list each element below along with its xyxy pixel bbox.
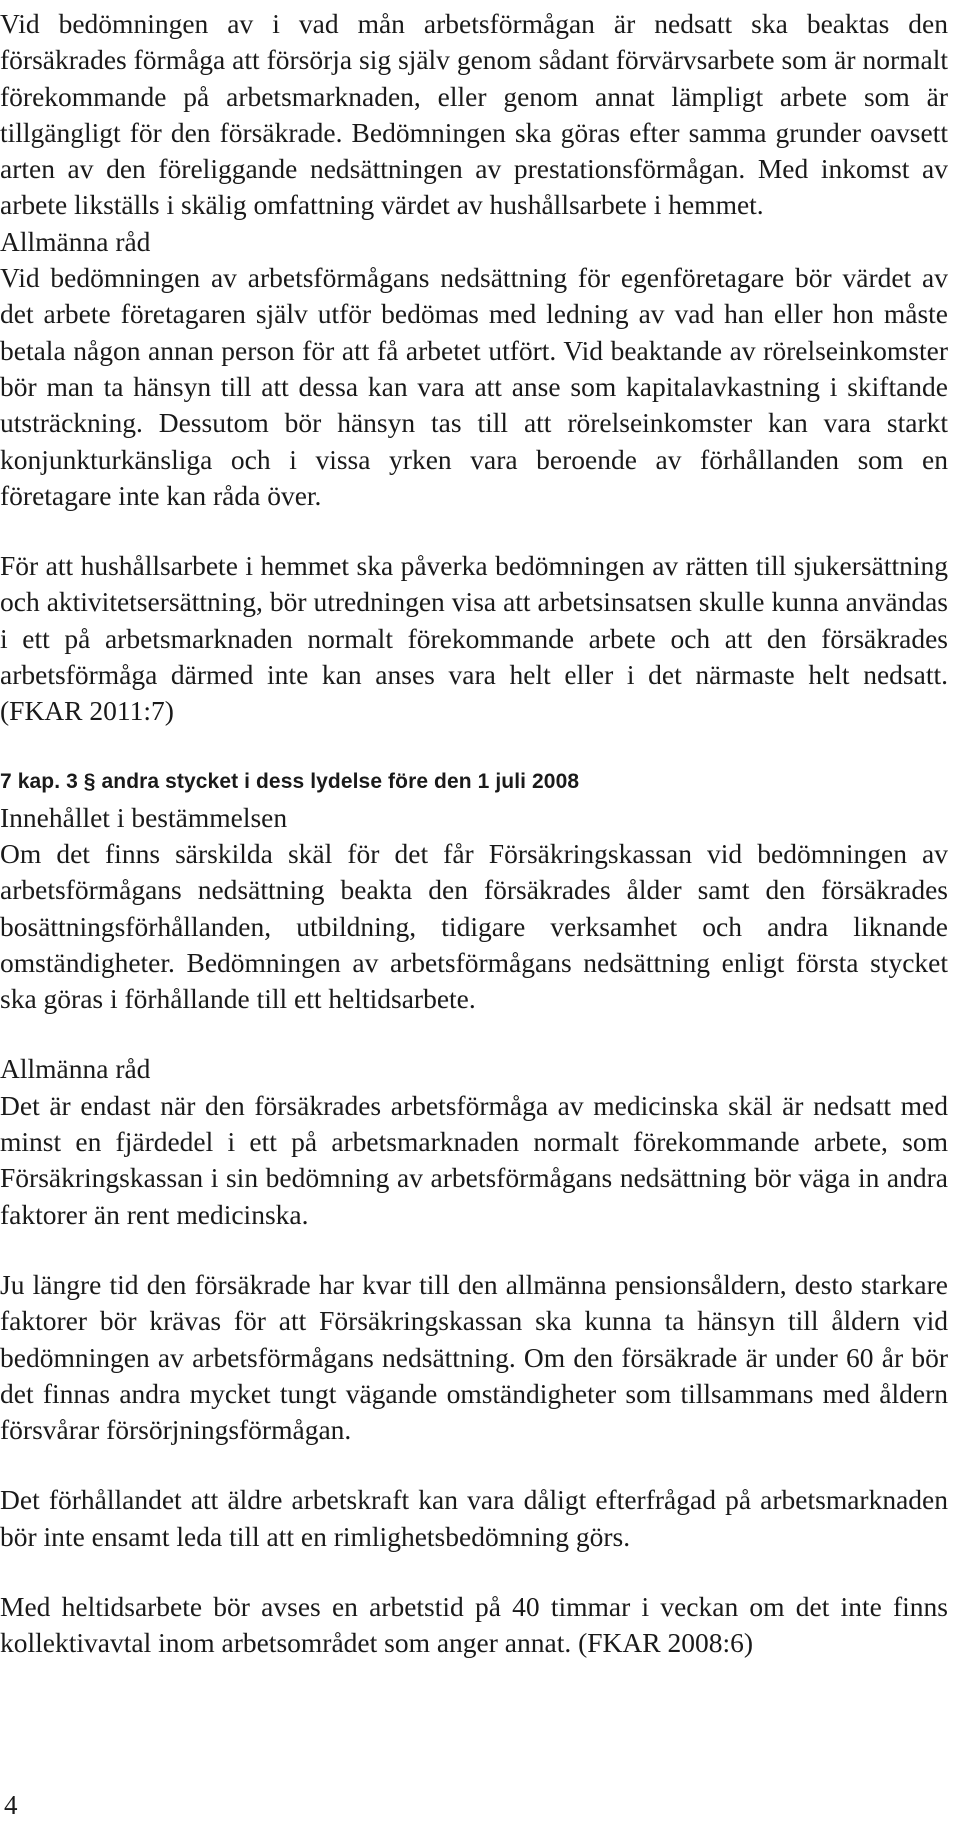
body-paragraph-5: Det är endast när den försäkrades arbetsförmåga av medicinska skäl är nedsatt med minst en fjärdedel i ett på arbetsmarknaden normalt förekommande arbete, som Försäkringskassan i sin bedömning av arbetsförmågans nedsättning bör väga in andra faktorer än rent medicinska.: [0, 1089, 948, 1230]
body-paragraph-1: Vid bedömningen av i vad mån arbetsförmågan är nedsatt ska beaktas den försäkrades förmåga att försörja sig själv genom sådant förvärvsarbete som är normalt förekommande på arbetsmarknaden, eller genom annat lämpligt arbete som är tillgängligt för den försäkrade. Bedömningen ska göras efter samma grunder oavsett arten av den föreliggande nedsättningen av prestationsförmågan. Med inkomst av arbete likställs i skälig omfattning värdet av hushållsarbete i hemmet.: [0, 8, 948, 221]
body-paragraph-8: Med heltidsarbete bör avses en arbetstid på 40 timmar i veckan om det inte finns kollektivavtal inom arbetsområdet som anger annat. (FKAR 2008:6): [0, 1590, 948, 1659]
paragraph-gap: [0, 1233, 948, 1267]
paragraph-gap: [0, 514, 948, 548]
body-paragraph-7: Det förhållandet att äldre arbetskraft kan vara dåligt efterfrågad på arbetsmarknaden bör inte ensamt leda till att en rimlighetsbedömning görs.: [0, 1484, 948, 1552]
section-label: Innehållet i bestämmelsen: [0, 801, 288, 833]
body-paragraph-6: Ju längre tid den försäkrade har kvar till den allmänna pensionsåldern, desto starkare faktorer bör krävas för att Försäkringskassan ska kunna ta hänsyn till åldern vid bedömningen av arbetsförmågans nedsättning. Om den försäkrade är under 60 år bör det finnas andra mycket tungt vägande omständigheter som tillsammans med åldern försvårar försörjningsförmågan.: [0, 1268, 948, 1446]
paragraph-gap: [0, 1448, 948, 1482]
document-body: [0, 6, 948, 1662]
paragraph-gap: [0, 730, 948, 764]
page-number: 4: [4, 1790, 18, 1820]
section-heading: 7 kap. 3 § andra stycket i dess lydelse före den 1 juli 2008: [0, 769, 580, 793]
section-label: Allmänna råd: [0, 1053, 151, 1085]
section-label: Allmänna råd: [0, 225, 151, 257]
paragraph-gap: [0, 1555, 948, 1589]
body-paragraph-4: Om det finns särskilda skäl för det får Försäkringskassan vid bedömningen av arbetsförmågans nedsättning beakta den försäkrades ålder samt den försäkrades bosättningsförhållanden, utbildning, tidigare verksamhet och andra liknande omständigheter. Bedömningen av arbetsförmågans nedsättning enligt första stycket ska göras i förhållande till ett heltidsarbete.: [0, 837, 948, 1015]
body-paragraph-2: Vid bedömningen av arbetsförmågans nedsättning för egenföretagare bör värdet av det arbete företagaren själv utför bedömas med ledning av vad han eller hon måste betala någon annan person för att få arbetet utfört. Vid beaktande av rörelseinkomster bör man ta hänsyn till att dessa kan vara att anse som kapitalavkastning i skiftande utsträckning. Dessutom bör hänsyn tas till att rörelseinkomster kan vara starkt konjunkturkänsliga och i vissa yrken vara beroende av förhållanden som en företagare inte kan råda över.: [0, 262, 948, 511]
paragraph-gap: [0, 1017, 948, 1051]
body-paragraph-3: För att hushållsarbete i hemmet ska påverka bedömningen av rätten till sjukersättning och aktivitetsersättning, bör utredningen visa att arbetsinsatsen skulle kunna användas i ett på arbetsmarknaden normalt förekommande arbete och att den försäkrades arbetsförmåga därmed inte kan anses vara helt eller i det närmaste helt nedsatt. (FKAR 2011:7): [0, 550, 948, 727]
